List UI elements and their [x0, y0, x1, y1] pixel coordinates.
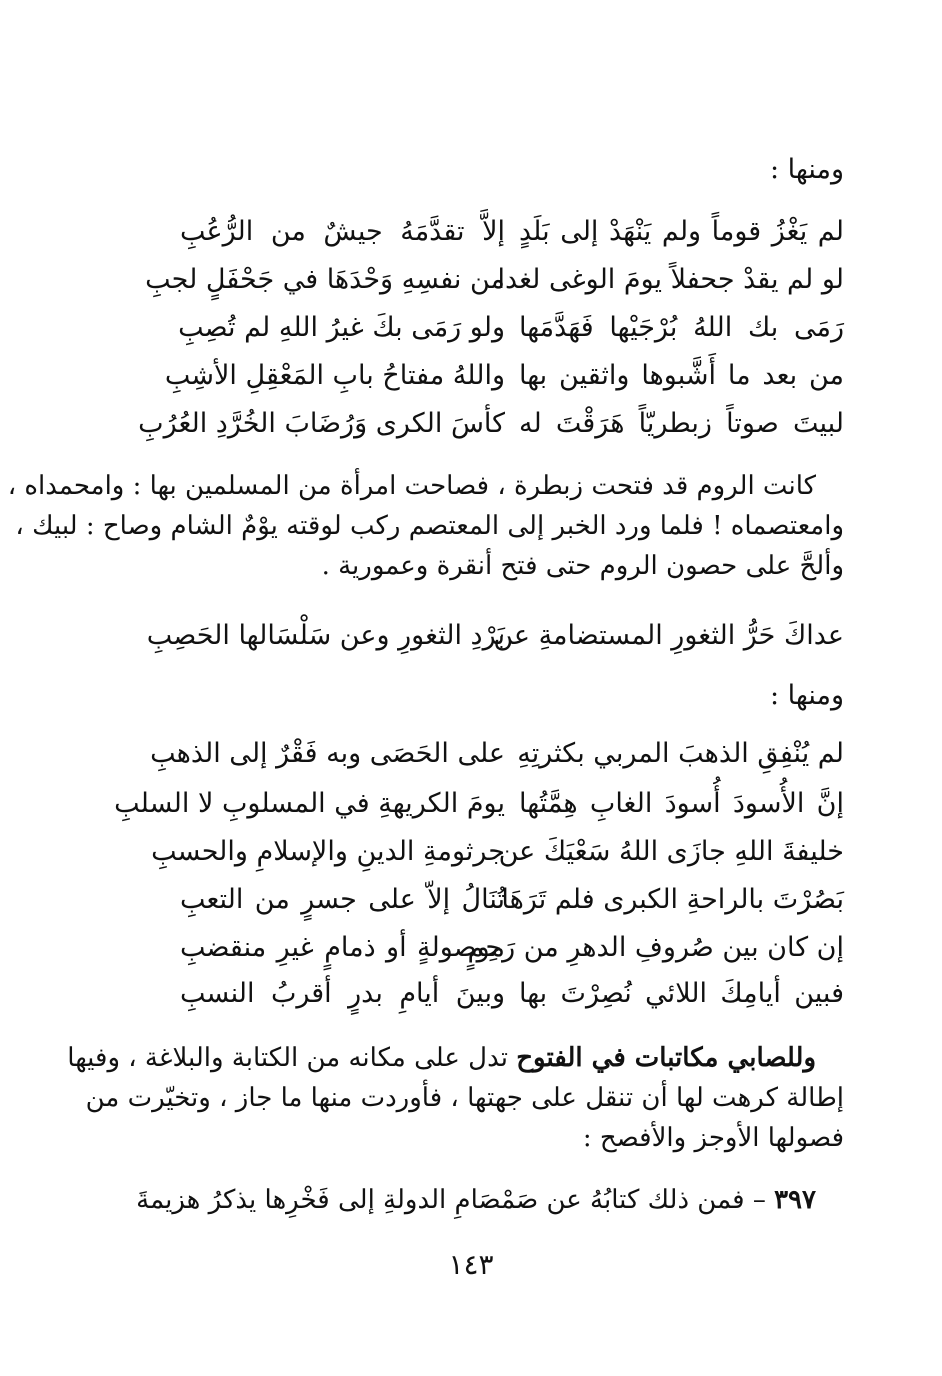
- prose-line-rest: تدل على مكانه من الكتابة والبلاغة ، وفيها: [67, 1043, 517, 1073]
- verse-second-hemistich: موصولةٍ أو ذمامٍ غيرِ منقضبِ: [180, 932, 505, 963]
- verse-line: [180, 876, 844, 924]
- prose-line: [67, 1038, 844, 1078]
- verse-first-hemistich: فبين أيامِكَ اللائي نُصِرْتَ بها: [519, 978, 844, 1009]
- verse-second-hemistich: يومَ الكريهةِ في المسلوبِ لا السلبِ: [114, 788, 505, 819]
- verse-line: [145, 256, 844, 304]
- intro-heading-2: ومنها :: [770, 680, 844, 711]
- verse-line: [151, 828, 844, 876]
- verse-line: [114, 780, 844, 828]
- prose-line: وامعتصماه ! فلما ورد الخبر إلى المعتصم ركب لوقته يوْمٌ الشام وصاح : لبيك ،: [15, 511, 844, 541]
- prose-line: فصولها الأوجز والأفصح :: [582, 1123, 844, 1153]
- prose-line: كانت الروم قد فتحت زبطرة ، فصاحت امرأة من المسلمين بها : وامحمداه ،: [7, 471, 816, 501]
- verse-first-hemistich: لو لم يقدْ جحفلاً يومَ الوغى لغدا: [497, 264, 844, 295]
- prose-line: وألحَّ على حصون الروم حتى فتح أنقرة وعمورية .: [321, 551, 844, 581]
- verse-line: [138, 400, 844, 448]
- prose-line: إطالة كرهت لها أن تنقل على جهتها ، فأوردت منها ما جاز ، وتخيّرت من: [85, 1083, 844, 1113]
- intro-heading-1: ومنها :: [770, 154, 844, 185]
- verse-first-hemistich: إن كان بين صُروفِ الدهرِ من رَحِمٍ: [467, 932, 844, 963]
- item-number: ٣٩٧: [774, 1185, 816, 1215]
- verse-first-hemistich: لم يَغْزُ قوماً ولم يَنْهَدْ إلى بَلَدٍ: [519, 216, 844, 247]
- verse-first-hemistich: لبيتَ صوتاً زبطريّاً هَرَقْتَ له: [519, 408, 844, 439]
- verse-first-hemistich: رَمَى بك اللهُ بُرْجَيْها فَهَدَّمَها: [519, 312, 844, 343]
- verse-second-hemistich: كأسَ الكرى وَرُضَابَ الخُرَّدِ العُرُبِ: [138, 408, 505, 439]
- page-number: ١٤٣: [448, 1248, 494, 1281]
- prose-line: [136, 1180, 844, 1220]
- verse-second-hemistich: تُنَالُ إلاّ على جسرٍ من التعبِ: [180, 884, 505, 915]
- verse-second-hemistich: إلاَّ تقدَّمَهُ جيشٌ من الرُّعُبِ: [180, 216, 505, 247]
- prose-line-rest: – فمن ذلك كتابُهُ عن صَمْصَامِ الدولةِ إلى فَخْرِها يذكرُ هزيمةَ: [136, 1185, 775, 1215]
- prose-paragraph-3: [136, 1180, 844, 1220]
- verse-first-hemistich: بَصُرْتَ بالراحةِ الكبرى فلم تَرَهَا: [501, 884, 844, 915]
- verse-line: [164, 352, 844, 400]
- verse-first-hemistich: عداكَ حَرُّ الثغورِ المستضامةِ عن: [493, 620, 844, 651]
- prose-paragraph-1: [7, 466, 844, 586]
- verse-second-hemistich: على الحَصَى وبه فَقْرٌ إلى الذهبِ: [150, 738, 505, 769]
- verse-second-hemistich: ولو رَمَى بكَ غيرُ اللهِ لم تُصِبِ: [178, 312, 505, 343]
- verse-second-hemistich: جرثومةِ الدينِ والإسلامِ والحسبِ: [151, 836, 505, 867]
- verse-line: [180, 208, 844, 256]
- verse-line: [146, 612, 844, 660]
- prose-paragraph-2: [67, 1038, 844, 1158]
- verse-first-hemistich: إنَّ الأُسودَ أُسودَ الغابِ هِمَّتُها: [519, 788, 844, 819]
- verse-second-hemistich: بَرْدِ الثغورِ وعن سَلْسَالها الحَصِبِ: [146, 620, 505, 651]
- verse-first-hemistich: خليفةَ اللهِ جازَى اللهُ سَعْيَكَ عن: [498, 836, 844, 867]
- verse-line: [180, 970, 844, 1018]
- verse-first-hemistich: من بعد ما أَشَّبوها واثقين بها: [519, 360, 844, 391]
- verse-line: [180, 304, 844, 352]
- verse-second-hemistich: وبينَ أيامِ بدرٍ أقربُ النسبِ: [180, 978, 505, 1009]
- bold-lead-text: وللصابي مكاتبات في الفتوح: [516, 1043, 816, 1073]
- verse-second-hemistich: واللهُ مفتاحُ بابِ المَعْقِلِ الأشِبِ: [164, 360, 505, 391]
- verse-line: [180, 924, 844, 972]
- verse-second-hemistich: من نفسِهِ وَحْدَهَا في جَحْفَلٍ لجبِ: [145, 264, 505, 295]
- verse-line: [150, 730, 844, 778]
- verse-first-hemistich: لم يُنْفِقِ الذهبَ المربي بكثرتِهِ: [517, 738, 844, 769]
